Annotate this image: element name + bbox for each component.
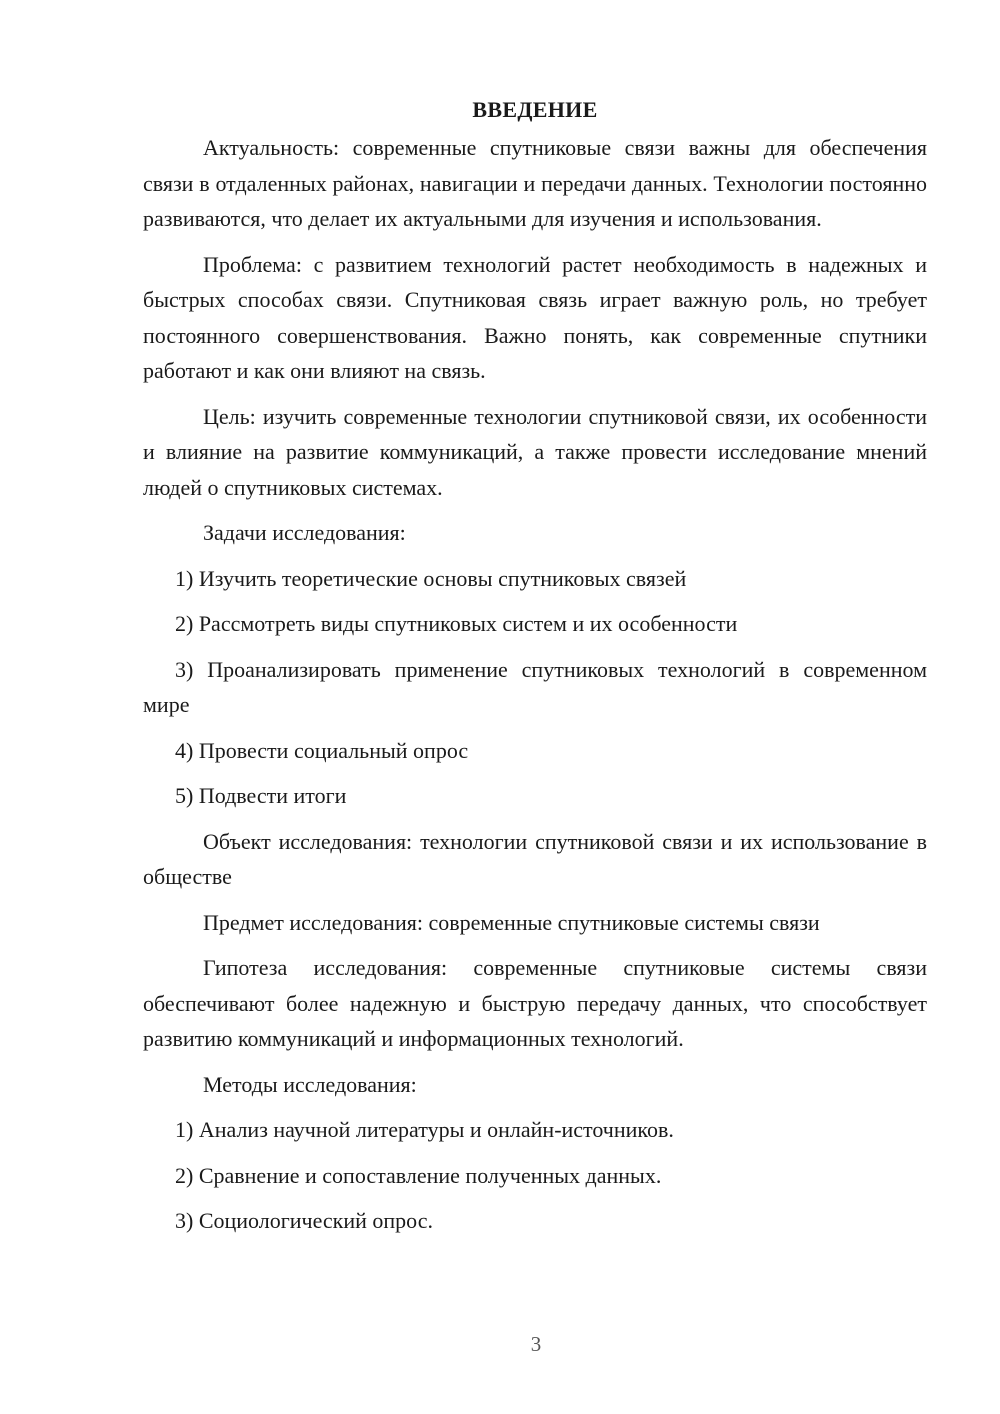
page-title: ВВЕДЕНИЕ [472,97,598,122]
task-item: 1) Изучить теоретические основы спутниковых связей [175,565,687,591]
task-item: 2) Рассмотреть виды спутниковых систем и их особенности [175,611,738,636]
method-item: 3) Социологический опрос. [175,1208,433,1233]
task-item: 5) Подвести итоги [175,783,347,808]
page-number: 3 [530,1332,542,1356]
document-page [143,92,927,1249]
object-paragraph: Объект исследования: технологии спутниковой связи и их использование в обществе [143,828,927,889]
subject-paragraph: Предмет исследования: современные спутниковые системы связи [203,909,820,935]
goal-paragraph: Цель: изучить современные технологии спутниковой связи, их особенности и влияние на развитие коммуникаций, а также провести исследование мнений людей о спутниковых системах. [143,403,927,500]
task-item: 4) Провести социальный опрос [175,737,469,763]
task-item: 3) Проанализировать применение спутниковых технологий в современном мире [143,656,927,717]
methods-heading: Методы исследования: [203,1071,417,1097]
method-item: 1) Анализ научной литературы и онлайн-источников. [175,1117,674,1142]
relevance-paragraph: Актуальность: современные спутниковые связи важны для обеспечения связи в отдаленных районах, навигации и передачи данных. Технологии постоянно развиваются, что делает их актуальными для изучения и использования. [143,135,927,231]
method-item: 2) Сравнение и сопоставление полученных данных. [175,1162,662,1188]
hypothesis-paragraph: Гипотеза исследования: современные спутниковые системы связи обеспечивают более надежную и быструю передачу данных, что способствует развитию коммуникаций и информационных технологий. [143,955,927,1051]
tasks-heading: Задачи исследования: [203,520,406,545]
problem-paragraph: Проблема: с развитием технологий растет необходимость в надежных и быстрых способах связи. Спутниковая связь играет важную роль, но требует постоянного совершенствования. Важно понять, как современные спутники работают и как они влияют на связь. [143,251,927,383]
